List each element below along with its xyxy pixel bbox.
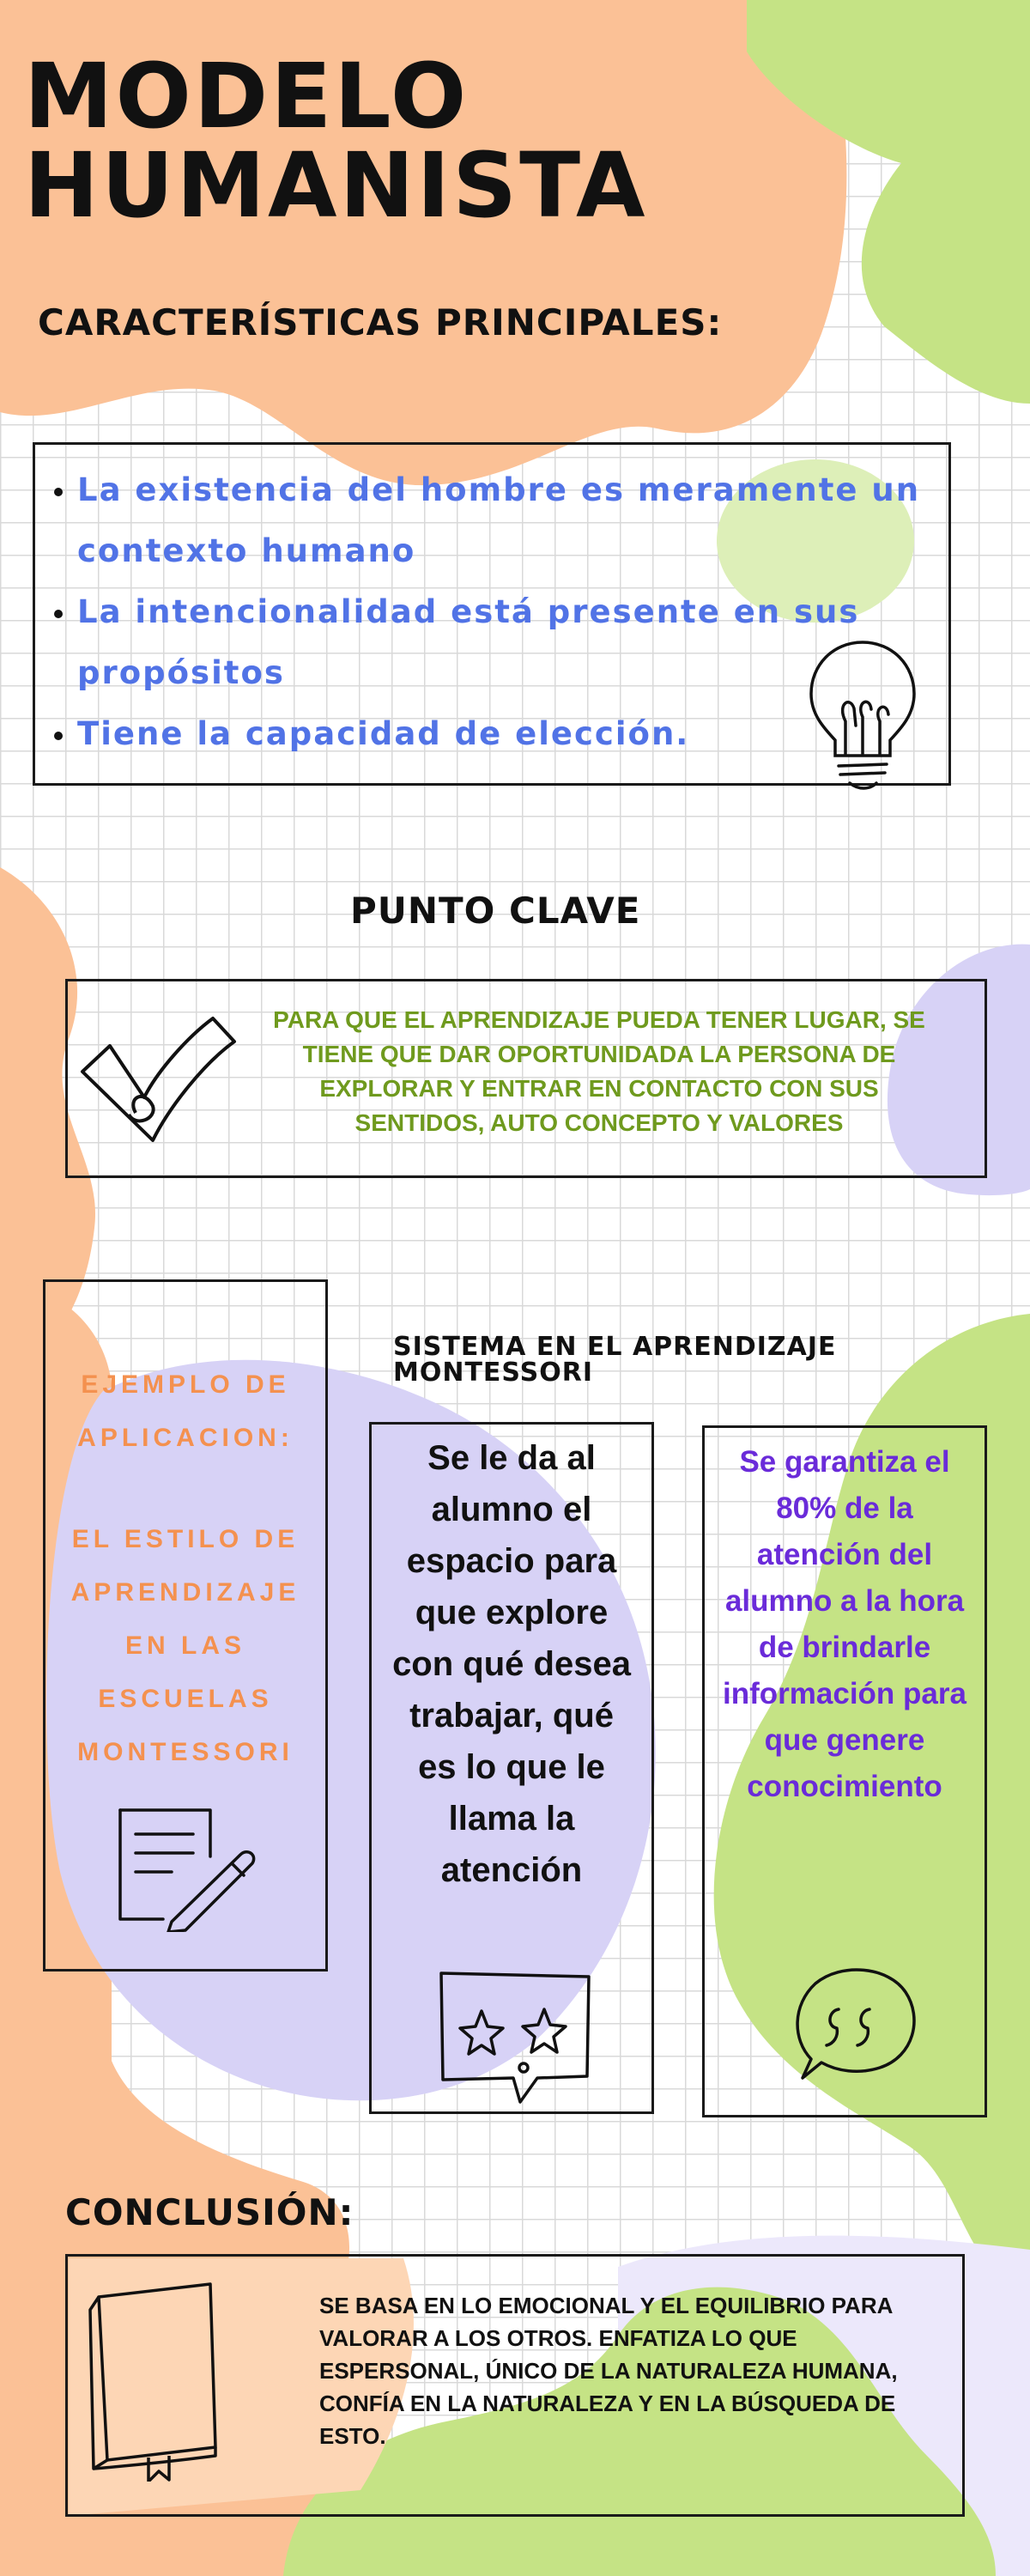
book-icon [82, 2275, 227, 2482]
rating-speech-bubble-icon [434, 1966, 597, 2112]
characteristic-item: • Tiene la capacidad de elección. [77, 703, 961, 764]
montessori-heading: SISTEMA EN EL APRENDIZAJE MONTESSORI [393, 1332, 837, 1388]
conclusion-heading: CONCLUSIÓN: [65, 2191, 354, 2233]
montessori-card-1-text: Se le da al alumno el espacio para que explore con qué desea trabajar, qué es lo que le llama la atención [392, 1439, 631, 1889]
example-label: EJEMPLO DE APLICACION: [77, 1370, 294, 1452]
conclusion-text: SE BASA EN LO EMOCIONAL Y EL EQUILIBRIO PARA VALORAR A LOS OTROS. ENFATIZA LO QUE ESPERSONAL, ÚNICO DE LA NATURALEZA HUMANA, CONFÍA EN LA NATURALEZA Y EN LA BÚSQUEDA DE ESTO. [319, 2293, 898, 2449]
example-text: EL ESTILO DE APRENDIZAJE EN LAS ESCUELAS MONTESSORI [70, 1525, 300, 1766]
key-point-text: PARA QUE EL APRENDIZAJE PUEDA TENER LUGAR, SE TIENE QUE DAR OPORTUNIDADA LA PERSONA DE EXPLORAR Y ENTRAR EN CONTACTO CON SUS SENTIDOS, AUTO CONCEPTO Y VALORES [273, 1006, 925, 1136]
quote-bubble-icon [785, 1958, 931, 2087]
page-title: MODELO HUMANISTA [24, 44, 648, 238]
lightbulb-icon [803, 635, 923, 790]
characteristic-item: • La existencia del hombre es meramente un contexto humano [77, 459, 961, 581]
checkmark-icon [76, 1012, 239, 1149]
characteristic-item: • La intencionalidad está presente en sus propósitos [77, 581, 961, 703]
key-point-heading: PUNTO CLAVE [350, 890, 641, 932]
characteristics-heading: CARACTERÍSTICAS PRINCIPALES: [38, 301, 723, 343]
montessori-card-2-text: Se garantiza el 80% de la atención del alumno a la hora de brindarle información para que genere conocimiento [723, 1445, 966, 1803]
document-pencil-icon [112, 1803, 266, 1932]
